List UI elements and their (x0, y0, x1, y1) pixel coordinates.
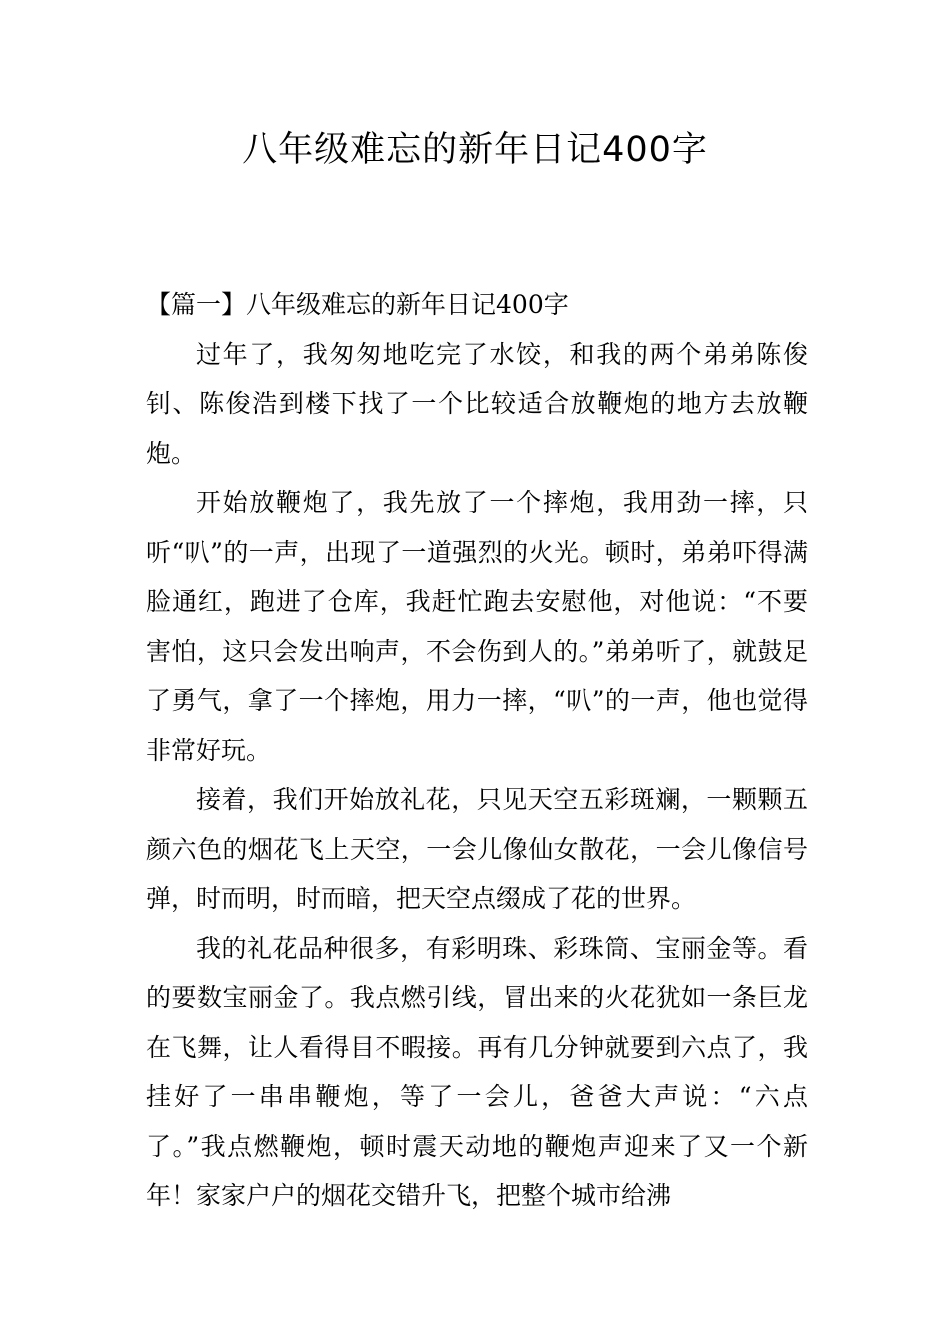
paragraph-4: 我的礼花品种很多，有彩明珠、彩珠筒、宝丽金等。看的要数宝丽金了。我点燃引线，冒出来的火花犹如一条巨龙在飞舞，让人看得目不暇接。再有几分钟就要到六点了，我挂好了一串串鞭炮，等了一会儿，爸爸大声说：“六点了。”我点燃鞭炮，顿时震天动地的鞭炮声迎来了又一个新年！家家户户的烟花交错升飞，把整个城市给沸 (146, 933, 808, 1210)
paragraph-2: 开始放鞭炮了，我先放了一个摔炮，我用劲一摔，只听“叭”的一声，出现了一道强烈的火光。顿时，弟弟吓得满脸通红，跑进了仓库，我赶忙跑去安慰他，对他说：“不要害怕，这只会发出响声，不会伤到人的。”弟弟听了，就鼓足了勇气，拿了一个摔炮，用力一摔，“叭”的一声，他也觉得非常好玩。 (146, 488, 808, 765)
document-body (146, 280, 808, 1221)
section-heading: 【篇一】八年级难忘的新年日记400字 (146, 290, 569, 319)
paragraph-1: 过年了，我匆匆地吃完了水饺，和我的两个弟弟陈俊钊、陈俊浩到楼下找了一个比较适合放鞭炮的地方去放鞭炮。 (146, 339, 808, 468)
document-title: 八年级难忘的新年日记400字 (242, 130, 708, 170)
paragraph-3: 接着，我们开始放礼花，只见天空五彩斑斓，一颗颗五颜六色的烟花飞上天空，一会儿像仙女散花，一会儿像信号弹，时而明，时而暗，把天空点缀成了花的世界。 (146, 785, 808, 913)
